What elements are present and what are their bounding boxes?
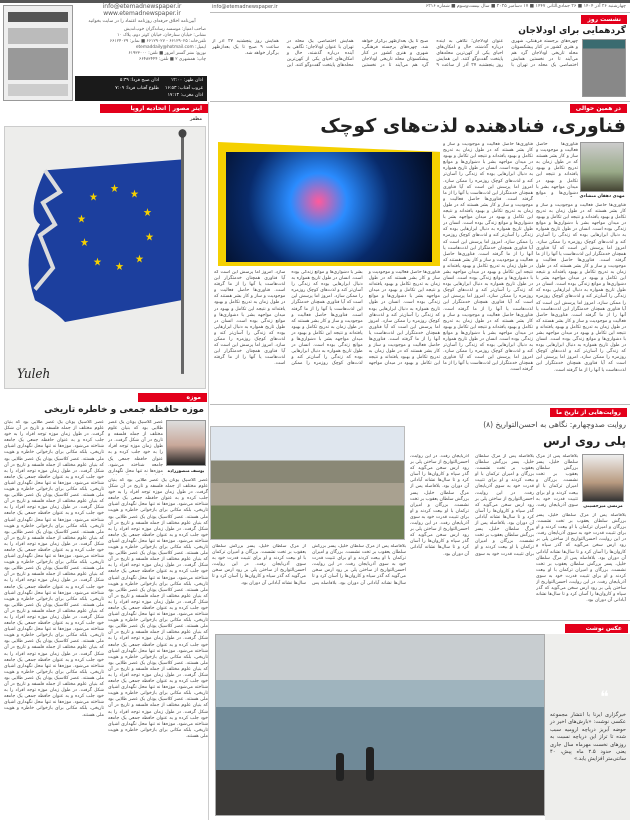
masthead-info (78, 3, 206, 63)
prayer-time: اذان صبح فردا: ۵:۳۹ (119, 78, 160, 83)
masthead-website[interactable]: www.etemadnewspaper.ir (103, 10, 181, 17)
divider (210, 101, 630, 102)
author-name: مرتضی میرحسینی (583, 504, 623, 509)
history-body: بلافاصله پس از مرگ سلطان خلیل، پسر بزرگش سلطان یعقوب بر تخت نشست. بزرگان و امیران ترکمان با او بیعت کردند و او برای تثبیت قدرت خود به سوی آذربایجان رفت. در این روایت، احسن‌التواریخ از ساختن پلی بر رود ارس سخن می‌گوید که گذر سپاه و کاروان‌ها را آسان کرد و تا سال‌ها نشانه آبادانی آن دوران بود. بلافاصله پس از مرگ سلطان خلیل، پسر بزرگش سلطان یعقوب بر تخت نشست. بزرگان و امیران ترکمان با او بیعت کردند و او برای تثبیت قدرت خود به سوی آذربایجان رفت. در این روایت، احسن‌التواریخ از ساختن پلی بر رود ارس سخن می‌گوید که گذر سپاه و کاروان‌ها را آسان کرد و تا سال‌ها نشانه آبادانی آن دوران بود. (212, 544, 406, 586)
eu-flag-illustration (5, 127, 205, 388)
credit-line: صاحب امتیاز: موسسه رسانه‌گران خوب‌اندیش (124, 27, 206, 32)
svg-text:★: ★ (77, 212, 86, 226)
svg-text:★: ★ (110, 182, 119, 196)
header-email[interactable]: info@etemadnewspaper.ir (212, 4, 278, 10)
section-label: در همین حوالی (570, 104, 627, 113)
history-headline[interactable]: پلی روی ارس (543, 434, 626, 448)
svg-text:★: ★ (115, 260, 124, 274)
eu-flag-cartoon (4, 126, 206, 389)
history-subtitle: روایت صدوچهارم: نگاهی به احسن‌التواریخ (۸) (483, 420, 626, 429)
column-divider (208, 102, 209, 820)
museum-headline[interactable]: موزه حافظه جمعی و خاطره تاریخی (44, 405, 204, 415)
cartoonist-signature: Yuleh (17, 365, 51, 382)
credit-line: چاپ: همشهری ۲ ■ تلفن: ۶۶۴۸۳۴۴۴ (139, 57, 206, 62)
prayer-time: اذان ظهر: ۱۲:۰۰ (170, 78, 203, 83)
photo-caption: خبرگزاری ایرنا با انتشار مجموعه عکسی نوشت: «بارش‌های اخیر در حوضه آبریز دریاچه ارومیه سبب شده تا تراز این دریاچه نسبت به روزهای نخست مهرماه سال جاری یعنی حدود ۲.۵ ماه پیش، ۴۰ سانتی‌متر افزایش یابد.» (550, 712, 626, 763)
masthead-credits (78, 27, 206, 63)
credit-line: توزیع: نشر گستر امروز ■ تلفن: ۶۱۹۳۳۰۰۰ (128, 51, 206, 56)
section-label: عکس نوشت (565, 624, 628, 633)
section-label: نشست روز (581, 15, 627, 24)
author-photo (582, 454, 624, 502)
svg-text:★: ★ (130, 188, 139, 201)
feature-body: فناوری‌ها حاصل فعالیت و موجودیت و ساز و کار بشر هستند که در طول زمان به تدریج تکامل و بهبود یافته‌اند و نتیجه این تکامل و بهبود در میدان مواجهه بشر با دشواری‌ها و موانع زندگی بوده است. انسان در طول تاریخ همواره به دنبال ابزارهایی بوده که زندگی را آسان‌تر کند و لذت‌های کوچک روزمره را ممکن سازد. امروز اما پرسش این است که آیا فناوری همچنان خدمتگزار این لذت‌هاست یا آنها را از ما گرفته است. فناوری‌ها حاصل فعالیت و موجودیت و ساز و کار بشر هستند که در طول زمان به تدریج تکامل و بهبود یافته‌اند و نتیجه این تکامل و بهبود در میدان مواجهه بشر با دشواری‌ها و موانع زندگی بوده است. انسان در طول تاریخ همواره به دنبال ابزارهایی بوده که زندگی را آسان‌تر کند و لذت‌های کوچک روزمره را ممکن سازد. امروز اما پرسش این است که آیا فناوری همچنان خدمتگزار این لذت‌هاست یا آنها را از ما گرفته است. فناوری‌ها حاصل فعالیت و موجودیت و ساز و کار بشر هستند که در طول زمان به تدریج تکامل و بهبود یافته‌اند و نتیجه این تکامل و بهبود در میدان مواجهه بشر با دشواری‌ها و موانع زندگی بوده است. انسان در طول تاریخ همواره به دنبال ابزارهایی بوده که زندگی را آسان‌تر کند و لذت‌های کوچک روزمره را ممکن سازد. امروز اما پرسش این است که آیا فناوری همچنان خدمتگزار این لذت‌هاست یا آنها را از ما گرفته است. (536, 203, 626, 373)
svg-text:★: ★ (93, 256, 102, 269)
prayer-time: اذان مغرب: ۱۷:۱۳ (167, 93, 203, 98)
brain-technology-image (226, 152, 432, 262)
museum-body: عصر کلاسیک یونان یک عصر طلایی بود که بنیان علوم مختلف از جمله فلسفه و تاریخ در آن شکل گرفت. در طول زمان موزه توجه افراد را به خود جلب کرده و به عنوان حافظه جمعی یک جامعه شناخته می‌شود. موزه‌ها نه تنها محل نگهداری اشیای تاریخی، بلکه مکانی برای بازخوانی خاطره و هویت ملی هستند. عصر کلاسیک یونان یک عصر طلایی بود که بنیان علوم مختلف از جمله فلسفه و تاریخ در آن شکل گرفت. در طول زمان موزه توجه افراد را به خود جلب کرده و به عنوان حافظه جمعی یک جامعه شناخته می‌شود. موزه‌ها نه تنها محل نگهداری اشیای تاریخی، بلکه مکانی برای بازخوانی خاطره و هویت ملی هستند. عصر کلاسیک یونان یک عصر طلایی بود که بنیان علوم مختلف از جمله فلسفه و تاریخ در آن شکل گرفت. در طول زمان موزه توجه افراد را به خود جلب کرده و به عنوان حافظه جمعی یک جامعه شناخته می‌شود. موزه‌ها نه تنها محل نگهداری اشیای تاریخی، بلکه مکانی برای بازخوانی خاطره و هویت ملی هستند. عصر کلاسیک یونان یک عصر طلایی بود که بنیان علوم مختلف از جمله فلسفه و تاریخ در آن شکل گرفت. در طول زمان موزه توجه افراد را به خود جلب کرده و به عنوان حافظه جمعی یک جامعه شناخته می‌شود. موزه‌ها نه تنها محل نگهداری اشیای تاریخی، بلکه مکانی برای بازخوانی خاطره و هویت ملی هستند. عصر کلاسیک یونان یک عصر طلایی بود که بنیان علوم مختلف از جمله فلسفه و تاریخ در آن شکل گرفت. در طول زمان موزه توجه افراد را به خود جلب کرده و به عنوان حافظه جمعی یک جامعه شناخته می‌شود. موزه‌ها نه تنها محل نگهداری اشیای تاریخی، بلکه مکانی برای بازخوانی خاطره و هویت ملی هستند. عصر کلاسیک یونان یک عصر طلایی بود که بنیان علوم مختلف از جمله فلسفه و تاریخ در آن شکل گرفت. در طول زمان موزه توجه افراد را به خود جلب کرده و به عنوان حافظه جمعی یک جامعه شناخته می‌شود. موزه‌ها نه تنها محل نگهداری اشیای تاریخی، بلکه مکانی برای بازخوانی خاطره و هویت ملی هستند. عصر کلاسیک یونان یک عصر طلایی بود که بنیان علوم مختلف از جمله فلسفه و تاریخ در آن شکل گرفت. در طول زمان موزه توجه افراد را به خود جلب کرده و به عنوان حافظه جمعی یک جامعه شناخته می‌شود. موزه‌ها نه تنها محل نگهداری اشیای تاریخی، بلکه مکانی برای بازخوانی خاطره و هویت ملی هستند. عصر کلاسیک یونان یک عصر طلایی بود که بنیان علوم مختلف از جمله فلسفه و تاریخ در آن شکل گرفت. در طول زمان موزه توجه افراد را به خود جلب کرده و به عنوان حافظه جمعی یک جامعه شناخته می‌شود. موزه‌ها نه تنها محل نگهداری اشیای تاریخی، بلکه مکانی برای بازخوانی خاطره و هویت ملی هستند. (4, 420, 104, 718)
history-body: بلافاصله پس از مرگ سلطان خلیل، پسر بزرگش سلطان یعقوب بر تخت نشست. بزرگان و امیران ترکمان با او بیعت کردند و او برای تثبیت قدرت خود به سوی آذربایجان رفت. در این روایت، احسن‌التواریخ از ساختن پلی بر رود ارس سخن می‌گوید که گذر سپاه و کاروان‌ها را آسان کرد و تا سال‌ها نشانه آبادانی آن دوران بود. بلافاصله پس از مرگ سلطان خلیل، پسر بزرگش سلطان یعقوب بر تخت نشست. بزرگان و امیران ترکمان با او بیعت کردند و او برای تثبیت قدرت خود به سوی آذربایجان رفت. در این روایت، احسن‌التواریخ از ساختن پلی بر رود ارس سخن می‌گوید که گذر سپاه و کاروان‌ها را آسان کرد و تا سال‌ها نشانه آبادانی آن دوران بود. بلافاصله پس از مرگ سلطان خلیل، پسر بزرگش سلطان یعقوب بر تخت نشست. بزرگان و امیران ترکمان با او بیعت کردند و او برای تثبیت قدرت خود به سوی آذربایجان رفت. در این روایت، احسن‌التواریخ از ساختن پلی بر رود ارس سخن می‌گوید که گذر سپاه و کاروان‌ها را آسان کرد و تا سال‌ها نشانه آبادانی آن دوران بود. (410, 454, 534, 557)
artist-name: مظفر (190, 116, 203, 122)
svg-text:★: ★ (143, 206, 152, 219)
event-poster-image (582, 39, 626, 97)
quote-icon: ❝ (600, 687, 609, 706)
front-page-thumbnail[interactable] (3, 5, 73, 101)
feature-body: فناوری‌ها حاصل فعالیت و موجودیت و ساز و کار بشر هستند که در طول زمان به تدریج تکامل و بهبود یافته‌اند و نتیجه این تکامل و بهبود در میدان مواجهه بشر با دشواری‌ها و موانع زندگی بوده است. انسان در طول تاریخ همواره به دنبال ابزارهایی بوده که زندگی را آسان‌تر کند و لذت‌های کوچک روزمره را ممکن سازد. امروز اما پرسش این است که آیا فناوری همچنان خدمتگزار این لذت‌هاست یا آنها را از ما گرفته است. فناوری‌ها حاصل فعالیت و موجودیت و ساز و کار بشر هستند که در طول زمان به تدریج تکامل و بهبود یافته‌اند و نتیجه این تکامل و بهبود در میدان مواجهه بشر با دشواری‌ها و موانع زندگی بوده است. انسان در طول تاریخ همواره به دنبال ابزارهایی بوده که زندگی را آسان‌تر کند و لذت‌های کوچک روزمره را ممکن سازد. امروز اما پرسش این است که آیا فناوری همچنان خدمتگزار این لذت‌هاست یا آنها را از ما گرفته است. فناوری‌ها حاصل فعالیت و موجودیت و ساز و کار بشر هستند که در طول زمان به تدریج تکامل و بهبود یافته‌اند و نتیجه این تکامل و بهبود در میدان مواجهه بشر با دشواری‌ها و موانع زندگی بوده است. انسان در طول تاریخ همواره به دنبال ابزارهایی بوده که زندگی را آسان‌تر کند و لذت‌های کوچک روزمره را ممکن سازد. امروز اما پرسش این است که آیا فناوری همچنان خدمتگزار این لذت‌هاست یا آنها را از ما گرفته است. فناوری‌ها حاصل فعالیت و موجودیت و ساز و کار بشر هستند که در طول زمان به تدریج تکامل و بهبود یافته‌اند و نتیجه این تکامل و بهبود در میدان مواجهه بشر با دشواری‌ها و موانع زندگی بوده است. انسان در طول تاریخ همواره به دنبال ابزارهایی بوده که زندگی را آسان‌تر کند و لذت‌های کوچک روزمره را ممکن سازد. امروز اما پرسش این است که آیا فناوری همچنان خدمتگزار این لذت‌هاست یا آنها را از ما گرفته است. (214, 270, 440, 367)
credit-line: ایمیل: etemaddaily@hotmail.com (135, 45, 206, 50)
feature-body: فناوری‌ها حاصل فعالیت و موجودیت و ساز و کار بشر هستند که در طول زمان به تدریج تکامل و بهبود یافته‌اند و نتیجه این تکامل و بهبود در میدان مواجهه بشر با دشواری‌ها و موانع زندگی بوده است. انسان در طول تاریخ همواره به دنبال ابزارهایی بوده که زندگی را آسان‌تر کند و لذت‌های کوچک روزمره را ممکن سازد. امروز اما پرسش این است که آیا فناوری همچنان خدمتگزار این لذت‌هاست یا آنها را از ما گرفته است. فناوری‌ها حاصل فعالیت و موجودیت و ساز و کار بشر هستند که در طول زمان به تدریج تکامل و بهبود یافته‌اند و نتیجه این تکامل و بهبود در میدان مواجهه بشر با دشواری‌ها و موانع زندگی بوده است. انسان در طول تاریخ همواره به دنبال ابزارهایی بوده که زندگی را آسان‌تر کند و لذت‌های کوچک روزمره را ممکن سازد. امروز اما پرسش این است که آیا فناوری همچنان خدمتگزار این لذت‌هاست یا آنها را از ما گرفته است. فناوری‌ها حاصل فعالیت و موجودیت و ساز و کار بشر هستند که در طول زمان به تدریج تکامل و بهبود یافته‌اند و نتیجه این تکامل و بهبود در میدان مواجهه بشر با دشواری‌ها و موانع زندگی بوده است. انسان در طول تاریخ همواره به دنبال ابزارهایی بوده که زندگی را آسان‌تر کند و لذت‌های کوچک روزمره را ممکن سازد. امروز اما پرسش این است که آیا فناوری همچنان خدمتگزار این لذت‌هاست یا آنها را از ما گرفته است. فناوری‌ها حاصل فعالیت و موجودیت و ساز و کار بشر هستند که در طول زمان به تدریج تکامل و بهبود یافته‌اند و نتیجه این تکامل و بهبود در میدان مواجهه بشر با دشواری‌ها و موانع زندگی بوده است. انسان در طول تاریخ همواره به دنبال ابزارهایی بوده که زندگی را آسان‌تر کند و لذت‌های کوچک روزمره را ممکن سازد. امروز اما پرسش این است که آیا فناوری همچنان خدمتگزار این لذت‌هاست یا آنها را از ما گرفته است. (443, 142, 533, 373)
lake-urmia-photo (215, 634, 545, 816)
svg-text:★: ★ (145, 231, 154, 244)
masthead-email[interactable]: info@etemadnewspaper.ir (102, 3, 182, 10)
person-silhouette (336, 753, 344, 781)
top-story-body: چهره‌های برجسته فرهنگی، شهری و هنری کشور در کنار پیشکسوتان محله تاریخی اودلاجان گرد هم می‌آیند تا در نخستین همایش اختصاصی یک محله در تهران با عنوان اودلاجان؛ نگاهی به آینده درباره گذشته، حال و امکان‌های احیای یکی از کهن‌ترین محله‌های پایتخت گفت‌وگو کنند. این همایش روز پنجشنبه ۲۷ آذر از ساعت ۹ صبح تا یک بعدازظهر برگزار خواهد شد. چهره‌های برجسته فرهنگی، شهری و هنری کشور در کنار پیشکسوتان محله تاریخی اودلاجان گرد هم می‌آیند تا در نخستین همایش اختصاصی یک محله در تهران با عنوان اودلاجان؛ نگاهی به آینده درباره گذشته، حال و امکان‌های احیای یکی از کهن‌ترین محله‌های پایتخت گفت‌وگو کنند. این همایش روز پنجشنبه ۲۷ آذر از ساعت ۹ صبح تا یک بعدازظهر برگزار خواهد شد. (212, 39, 578, 69)
feature-body: فناوری‌ها حاصل فعالیت و موجودیت و ساز و کار بشر هستند که در طول زمان به تدریج تکامل و بهبود یافته‌اند و نتیجه این تکامل و بهبود در میدان مواجهه بشر با دشواری‌ها و موانع (536, 142, 578, 196)
prayer-time: طلوع آفتاب فردا: ۷:۰۹ (115, 85, 160, 91)
museum-body: عصر کلاسیک یونان یک عصر طلایی بود که بنیان علوم مختلف از جمله فلسفه و تاریخ در آن شکل گرفت. در طول زمان موزه توجه افراد را به خود جلب کرده و به عنوان حافظه جمعی یک جامعه شناخته می‌شود. موزه‌ها نه تنها محل نگهداری (108, 420, 163, 474)
top-story-headline[interactable]: گردهمایی برای اودلاجان (518, 26, 626, 36)
person-silhouette (366, 747, 374, 781)
svg-text:★: ★ (135, 253, 144, 266)
section-label: روایت‌هایی از تاریخ ما (550, 408, 627, 417)
divider (210, 620, 630, 621)
section-label: موزه (138, 393, 207, 402)
date-line: چهارشنبه ۲۶ آذر ۱۴۰۴ ■ ۲۶ جمادی‌الثانی ۱۴۴۷ ■ ۱۷ دسامبر ۲۰۲۵ ■ سال بیست‌وسوم ■ شماره ۶۲۱۶ (425, 4, 626, 9)
credit-line: نشانی: خیابان ستارخان، خیابان کوثر دوم، پلاک ۱۰ (117, 33, 206, 38)
ethics-notice: آیین‌نامه اخلاق حرفه‌ای روزنامه اعتماد را در سایت بخوانید (88, 19, 196, 24)
museum-body: عصر کلاسیک یونان یک عصر طلایی بود که بنیان علوم مختلف از جمله فلسفه و تاریخ در آن شکل گرفت. در طول زمان موزه توجه افراد را به خود جلب کرده و به عنوان حافظه جمعی یک جامعه شناخته می‌شود. موزه‌ها نه تنها محل نگهداری اشیای تاریخی، بلکه مکانی برای بازخوانی خاطره و هویت ملی هستند. عصر کلاسیک یونان یک عصر طلایی بود که بنیان علوم مختلف از جمله فلسفه و تاریخ در آن شکل گرفت. در طول زمان موزه توجه افراد را به خود جلب کرده و به عنوان حافظه جمعی یک جامعه شناخته می‌شود. موزه‌ها نه تنها محل نگهداری اشیای تاریخی، بلکه مکانی برای بازخوانی خاطره و هویت ملی هستند. عصر کلاسیک یونان یک عصر طلایی بود که بنیان علوم مختلف از جمله فلسفه و تاریخ در آن شکل گرفت. در طول زمان موزه توجه افراد را به خود جلب کرده و به عنوان حافظه جمعی یک جامعه شناخته می‌شود. موزه‌ها نه تنها محل نگهداری اشیای تاریخی، بلکه مکانی برای بازخوانی خاطره و هویت ملی هستند. عصر کلاسیک یونان یک عصر طلایی بود که بنیان علوم مختلف از جمله فلسفه و تاریخ در آن شکل گرفت. در طول زمان موزه توجه افراد را به خود جلب کرده و به عنوان حافظه جمعی یک جامعه شناخته می‌شود. موزه‌ها نه تنها محل نگهداری اشیای تاریخی، بلکه مکانی برای بازخوانی خاطره و هویت ملی هستند. عصر کلاسیک یونان یک عصر طلایی بود که بنیان علوم مختلف از جمله فلسفه و تاریخ در آن شکل گرفت. در طول زمان موزه توجه افراد را به خود جلب کرده و به عنوان حافظه جمعی یک جامعه شناخته می‌شود. موزه‌ها نه تنها محل نگهداری اشیای تاریخی، بلکه مکانی برای بازخوانی خاطره و هویت ملی هستند. عصر کلاسیک یونان یک عصر طلایی بود که بنیان علوم مختلف از جمله فلسفه و تاریخ در آن شکل گرفت. در طول زمان موزه توجه افراد را به خود جلب کرده و به عنوان حافظه جمعی یک جامعه شناخته می‌شود. موزه‌ها نه تنها محل نگهداری اشیای تاریخی، بلکه مکانی برای بازخوانی خاطره و هویت ملی هستند. عصر کلاسیک یونان یک عصر طلایی بود که بنیان علوم مختلف از جمله فلسفه و تاریخ در آن شکل گرفت. در طول زمان موزه توجه افراد را به خود جلب کرده و به عنوان حافظه جمعی یک جامعه شناخته می‌شود. موزه‌ها نه تنها محل نگهداری اشیای تاریخی، بلکه مکانی برای بازخوانی خاطره و هویت ملی هستند. (108, 478, 208, 739)
history-body: بلافاصله پس از مرگ سلطان خلیل، پسر بزرگش سلطان یعقوب بر تخت نشست. بزرگان و امیران ترکمان با او بیعت کردند و او برای تثبیت قدرت خود به سوی آذربایجان رفت. در این روایت، احسن‌التواریخ از ساختن پلی بر رود ارس سخن می‌گوید که گذر سپاه و کاروان‌ها را آسان کرد و تا سال‌ها نشانه آبادانی آن دوران بود. بلافاصله پس از مرگ سلطان خلیل، پسر بزرگش سلطان یعقوب بر تخت نشست. بزرگان و امیران ترکمان با او بیعت کردند و او برای تثبیت قدرت خود به سوی آذربایجان رفت. در این روایت، احسن‌التواریخ از ساختن پلی بر رود ارس سخن می‌گوید که گذر سپاه و کاروان‌ها را آسان کرد و تا سال‌ها نشانه آبادانی آن دوران بود. (536, 513, 626, 604)
history-body: بلافاصله پس از مرگ سلطان خلیل، پسر بزرگش سلطان یعقوب بر تخت نشست. بزرگان و امیران ترکمان با او بیعت کردند و او برای تثبیت قدرت خود به سوی آذربایجان رفت. (536, 454, 578, 508)
feature-headline[interactable]: فناوری، فنادهنده لذت‌های کوچک (320, 115, 626, 137)
credit-line: تلفن‌خانه: ۶۶۱۲۹۰۲۵ - ۶۶۱۲۹۰۲۷ ■ نمابر: ۶۶۱۲۴۰۲۹ (109, 39, 206, 44)
svg-text:★: ★ (80, 236, 89, 250)
divider (210, 404, 630, 405)
prayer-time: غروب آفتاب: ۱۶:۵۳ (165, 85, 203, 91)
svg-text:★: ★ (89, 191, 98, 204)
author-photo (166, 420, 206, 466)
author-name: مهدی دهقان منشادی (579, 194, 625, 199)
author-photo (580, 142, 624, 192)
section-label: ایتر مصور | اتحادیه اروپا (100, 104, 208, 113)
prayer-times (75, 76, 207, 101)
divider (210, 12, 630, 13)
author-name: یوسف منصورزاده (167, 468, 205, 473)
bridge-photo (210, 426, 405, 540)
